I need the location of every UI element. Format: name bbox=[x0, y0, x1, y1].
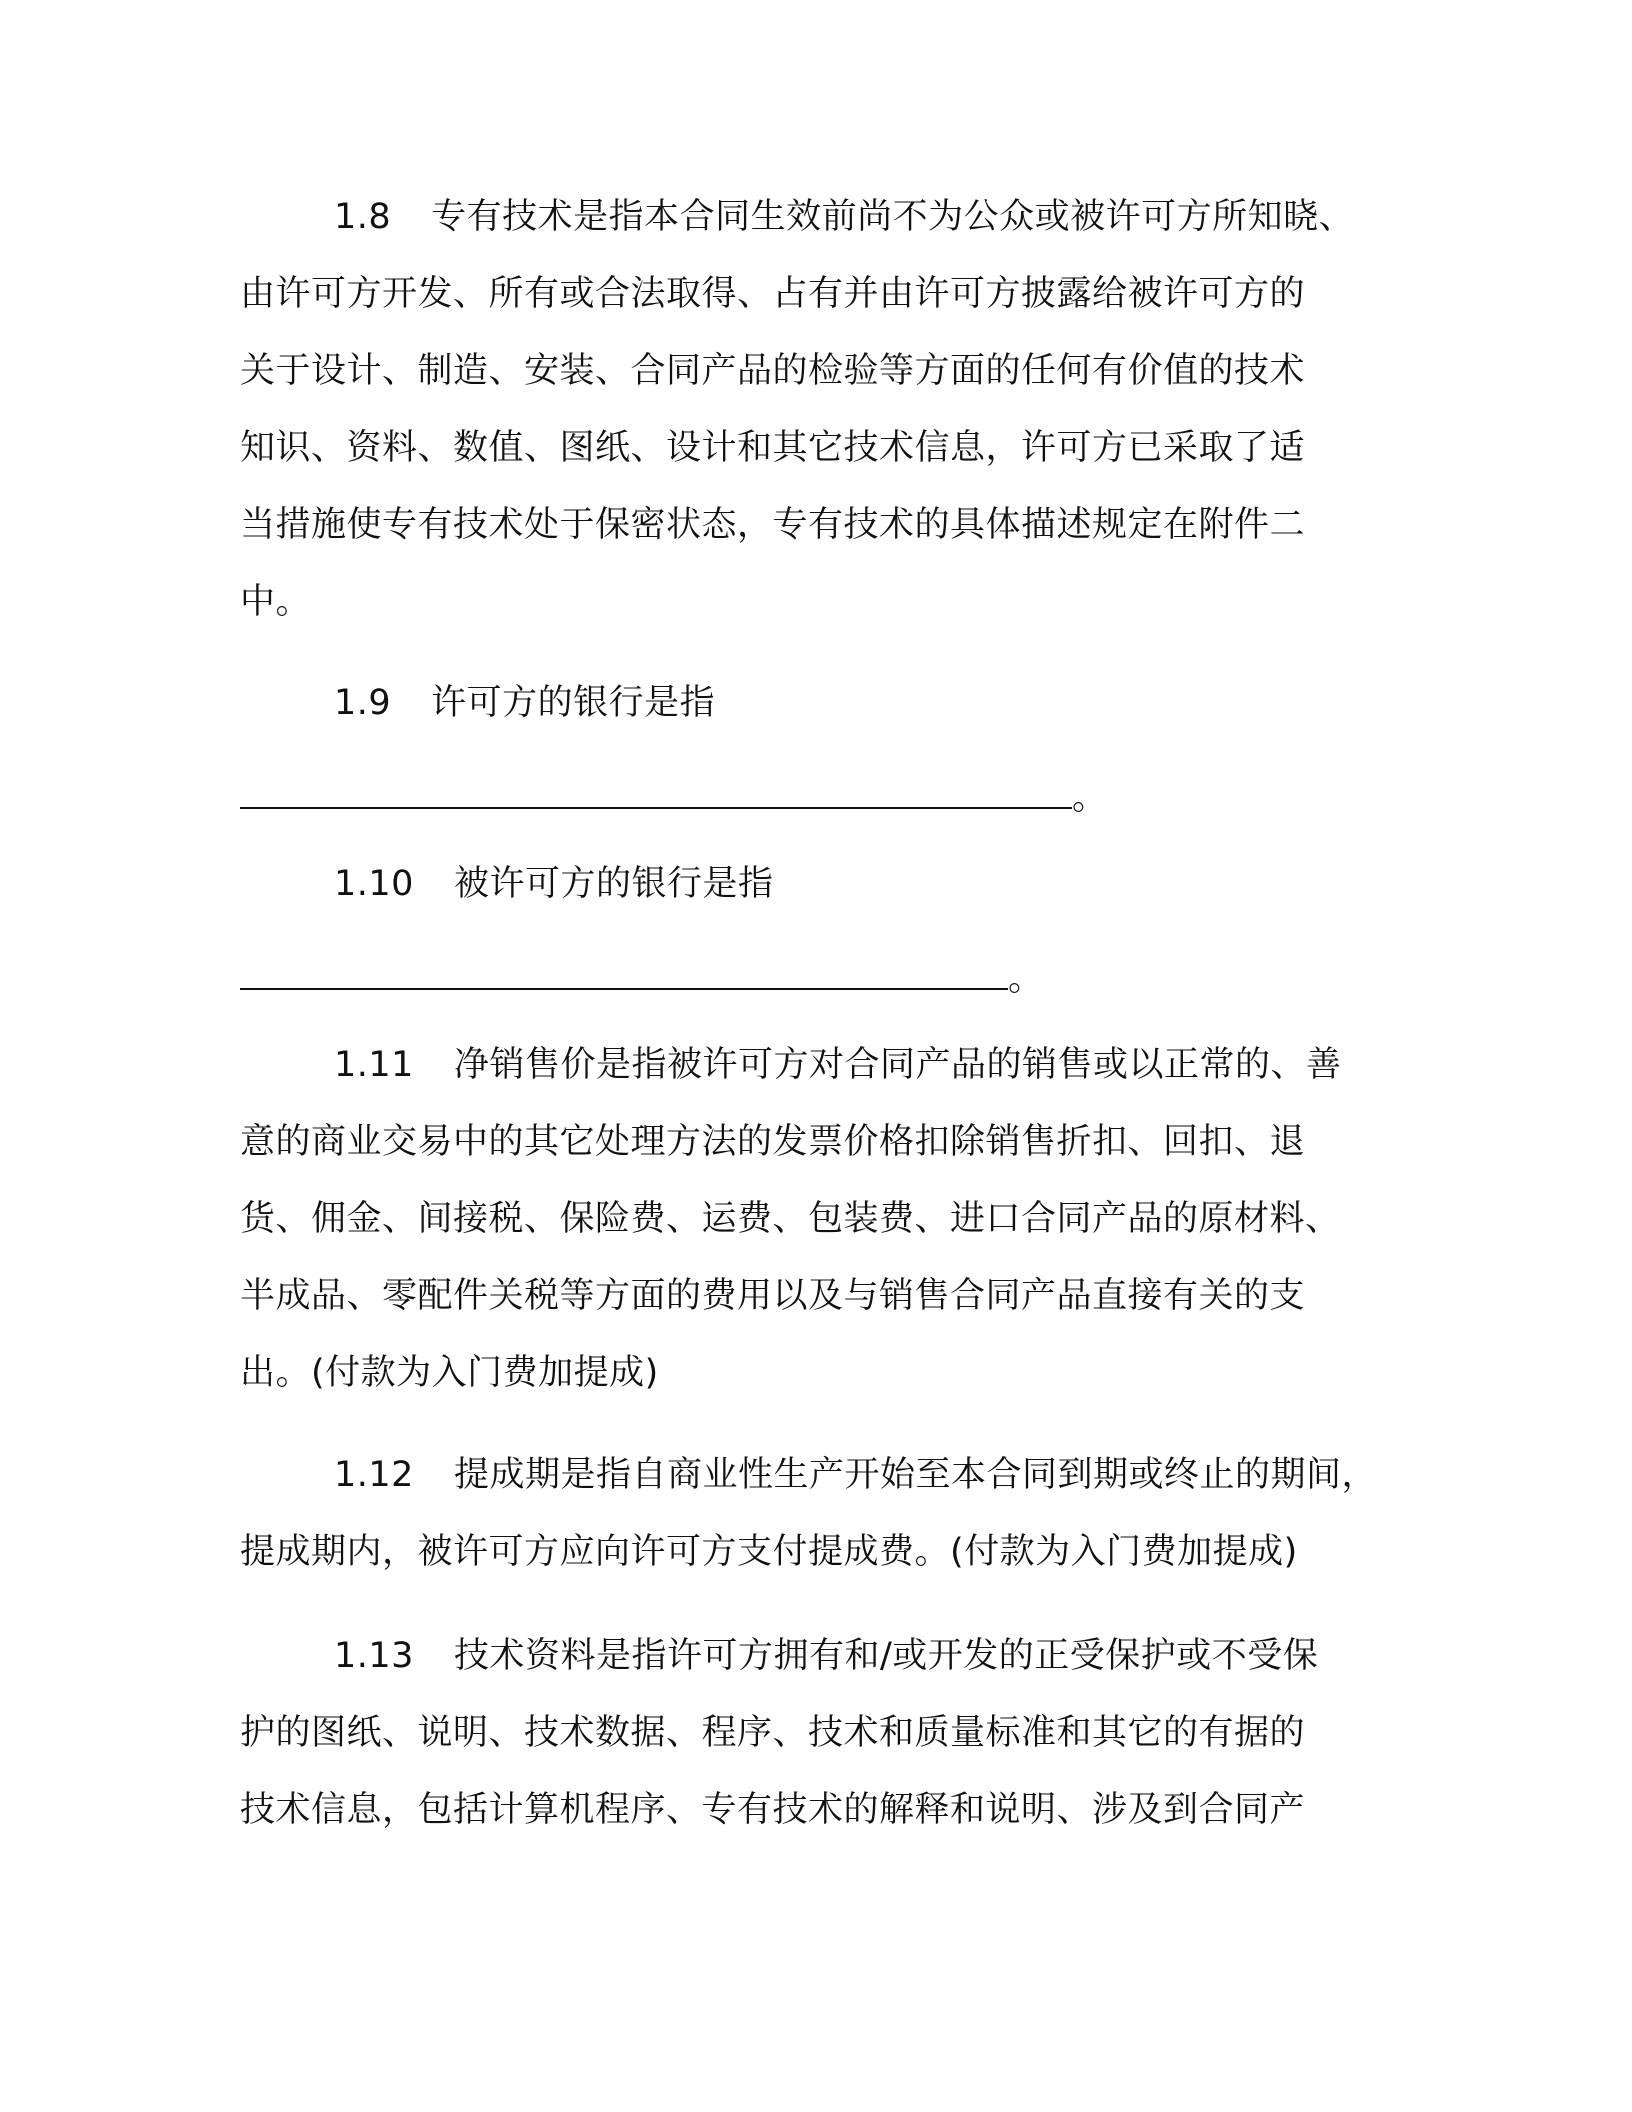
clause-text: 被许可方的银行是指 bbox=[453, 864, 774, 904]
clause-1-12-line-2: 提成期内，被许可方应向许可方支付提成费。(付款为入门费加提成) bbox=[240, 1532, 1298, 1572]
clause-text: 许可方的银行是指 bbox=[431, 683, 716, 723]
clause-1-8-line-4: 知识、资料、数值、图纸、设计和其它技术信息，许可方已采取了适 bbox=[240, 428, 1306, 468]
clause-1-10-line-1 bbox=[240, 846, 1400, 923]
clause-number: 1.13 bbox=[334, 1636, 414, 1676]
clause-1-8 bbox=[240, 179, 1400, 641]
clause-1-13-line-1 bbox=[240, 1618, 1400, 1695]
clause-1-11-line-2: 意的商业交易中的其它处理方法的发票价格扣除销售折扣、回扣、退 bbox=[240, 1122, 1306, 1162]
clause-1-9-blank-row bbox=[240, 760, 1400, 837]
clause-1-11-line-1 bbox=[240, 1027, 1400, 1104]
clause-1-8-line-6: 中。 bbox=[240, 582, 312, 622]
clause-1-10-blank-row bbox=[240, 941, 1400, 1018]
clause-text: 净销售价是指被许可方对合同产品的销售或以正常的、善 bbox=[453, 1045, 1342, 1085]
clause-number: 1.10 bbox=[334, 864, 414, 904]
clause-1-8-line-1 bbox=[240, 179, 1400, 256]
clause-1-11-line-5: 出。(付款为入门费加提成) bbox=[240, 1353, 659, 1393]
period: 。 bbox=[1008, 959, 1044, 999]
clause-1-9-line-1 bbox=[240, 665, 1400, 742]
clause-1-8-line-5: 当措施使专有技术处于保密状态，专有技术的具体描述规定在附件二 bbox=[240, 505, 1306, 545]
bank-name-blank[interactable] bbox=[240, 763, 1072, 809]
clause-1-11 bbox=[240, 1027, 1400, 1412]
clause-number: 1.11 bbox=[334, 1045, 414, 1085]
clause-1-9 bbox=[240, 665, 1400, 742]
clause-number: 1.9 bbox=[334, 683, 392, 723]
clause-1-12 bbox=[240, 1437, 1400, 1591]
clause-1-11-line-3: 货、佣金、间接税、保险费、运费、包装费、进口合同产品的原材料、 bbox=[240, 1199, 1341, 1239]
clause-1-8-line-3: 关于设计、制造、安装、合同产品的检验等方面的任何有价值的技术 bbox=[240, 351, 1306, 391]
clause-1-12-line-1 bbox=[240, 1437, 1400, 1514]
clause-text: 技术资料是指许可方拥有和/或开发的正受保护或不受保 bbox=[453, 1636, 1319, 1676]
clause-1-11-line-4: 半成品、零配件关税等方面的费用以及与销售合同产品直接有关的支 bbox=[240, 1276, 1306, 1316]
clause-number: 1.12 bbox=[334, 1455, 414, 1495]
period: 。 bbox=[1072, 778, 1108, 818]
clause-text: 专有技术是指本合同生效前尚不为公众或被许可方所知晓、 bbox=[431, 197, 1355, 237]
clause-text: 提成期是指自商业性生产开始至本合同到期或终止的期间， bbox=[453, 1455, 1377, 1495]
clause-1-13-line-3: 技术信息，包括计算机程序、专有技术的解释和说明、涉及到合同产 bbox=[240, 1790, 1306, 1830]
bank-name-blank[interactable] bbox=[240, 944, 1008, 990]
clause-1-10 bbox=[240, 846, 1400, 923]
clause-number: 1.8 bbox=[334, 197, 392, 237]
clause-1-13 bbox=[240, 1618, 1400, 1849]
clause-1-13-line-2: 护的图纸、说明、技术数据、程序、技术和质量标准和其它的有据的 bbox=[240, 1713, 1306, 1753]
clause-1-8-line-2: 由许可方开发、所有或合法取得、占有并由许可方披露给被许可方的 bbox=[240, 274, 1306, 314]
